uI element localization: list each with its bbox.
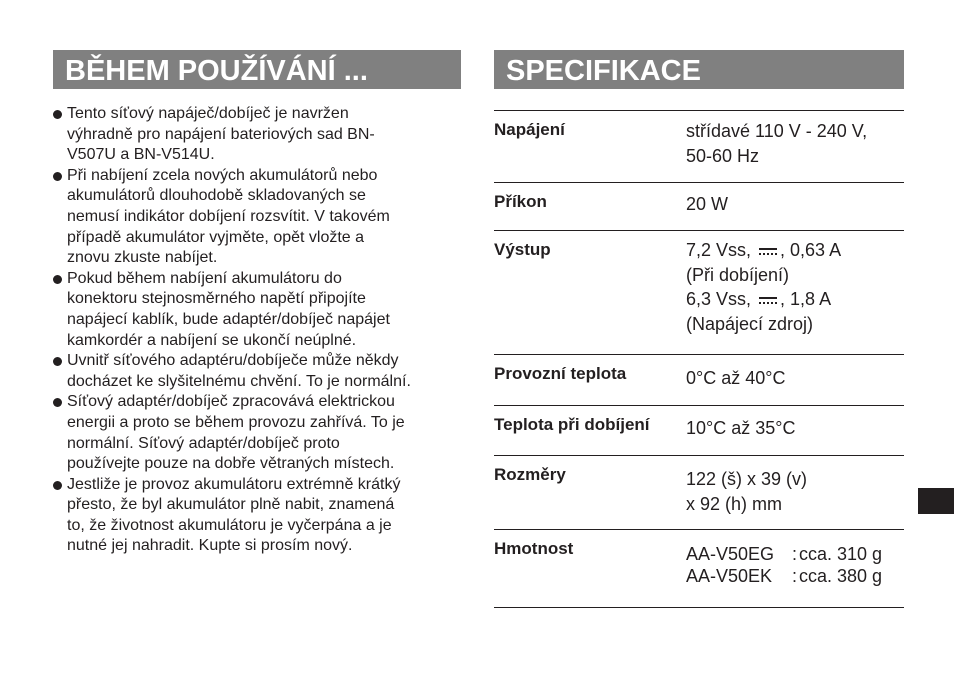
spec-value bbox=[686, 111, 904, 183]
spec-value-line: x 92 (h) mm bbox=[686, 493, 783, 514]
spec-value bbox=[686, 530, 904, 608]
separator: : bbox=[792, 544, 798, 564]
bullet-icon bbox=[53, 172, 62, 181]
usage-note-line: používejte pouze na dobře větraných místech. bbox=[67, 455, 395, 473]
spec-label: Hmotnost bbox=[494, 539, 574, 558]
usage-note-line: znovu zkuste nabíjet. bbox=[67, 249, 218, 267]
spec-label: Napájení bbox=[494, 120, 565, 139]
spec-value-line bbox=[686, 238, 904, 263]
model-name: AA-V50EK bbox=[686, 566, 773, 586]
usage-note-line: akumulátorů dlouhodobě skladovaných se bbox=[67, 187, 366, 205]
spec-value-line: střídavé 110 V - 240 V, bbox=[686, 121, 868, 141]
usage-note-line: energii a proto se během provozu zahřívá. To je bbox=[67, 413, 405, 431]
bullet-icon bbox=[53, 398, 62, 407]
bullet-icon bbox=[53, 110, 62, 119]
weight-line bbox=[686, 565, 904, 587]
value-text: 6,3 Vss, bbox=[686, 289, 757, 309]
spec-row-operating-temperature bbox=[494, 355, 904, 406]
usage-note-line: Při nabíjení zcela nových akumulátorů nebo bbox=[67, 166, 378, 184]
usage-note-item bbox=[53, 269, 465, 351]
value-text: , 1,8 A bbox=[780, 289, 832, 309]
usage-note-line: výhradně pro napájení bateriových sad BN- bbox=[67, 125, 375, 143]
spec-label: Rozměry bbox=[494, 465, 566, 484]
usage-note-line: Tento síťový napáječ/dobíječ je navržen bbox=[67, 105, 349, 122]
usage-note-line: Uvnitř síťového adaptéru/dobíječe může někdy bbox=[67, 352, 399, 370]
usage-note-line: přesto, že byl akumulátor plně nabit, znamená bbox=[67, 496, 395, 514]
spec-value: 10°C až 35°C bbox=[686, 418, 796, 438]
usage-note-line: normální. Síťový adaptér/dobíječ proto bbox=[67, 434, 340, 452]
usage-note-line: kamkordér a nabíjení se ukončí neúplné. bbox=[67, 331, 357, 349]
bullet-icon bbox=[53, 357, 62, 366]
spec-row-power bbox=[494, 111, 904, 183]
usage-note-line: to, že životnost akumulátoru je vyčerpána a je bbox=[67, 516, 392, 534]
spec-value-line: 50-60 Hz bbox=[686, 145, 760, 166]
page-edge-tab bbox=[918, 488, 954, 514]
spec-row-dimensions bbox=[494, 456, 904, 530]
spec-label: Výstup bbox=[494, 240, 551, 259]
weight-line bbox=[686, 543, 904, 565]
usage-note-line: Jestliže je provoz akumulátoru extrémně krátký bbox=[67, 475, 401, 493]
usage-note-line: konektoru stejnosměrného napětí připojíte bbox=[67, 290, 366, 308]
weight-value: cca. 310 g bbox=[799, 544, 883, 564]
usage-note-item bbox=[53, 392, 465, 474]
spec-value-line: 122 (š) x 39 (v) bbox=[686, 469, 808, 489]
bullet-icon bbox=[53, 481, 62, 490]
usage-note-item bbox=[53, 351, 465, 392]
value-text: , 0,63 A bbox=[780, 240, 842, 260]
usage-note-line: Pokud během nabíjení akumulátoru do bbox=[67, 269, 342, 287]
usage-note-item bbox=[53, 475, 465, 557]
spec-value: 0°C až 40°C bbox=[686, 368, 786, 388]
spec-value-line: (Napájecí zdroj) bbox=[686, 313, 814, 334]
usage-note-line: napájecí kablík, bude adaptér/dobíječ napájet bbox=[67, 310, 390, 328]
spec-row-charging-temperature bbox=[494, 406, 904, 456]
usage-notes-list bbox=[53, 104, 465, 557]
usage-note-item bbox=[53, 104, 465, 166]
spec-row-output bbox=[494, 231, 904, 355]
value-text: 7,2 Vss, bbox=[686, 240, 757, 260]
spec-value: 20 W bbox=[686, 194, 729, 214]
dc-current-icon bbox=[757, 295, 779, 306]
weight-value: cca. 380 g bbox=[799, 566, 883, 586]
usage-note-line: nutné jej nahradit. Kupte si prosím nový. bbox=[67, 537, 353, 555]
spec-label: Příkon bbox=[494, 192, 547, 211]
section-heading-usage: BĚHEM POUŽÍVÁNÍ ... bbox=[53, 50, 461, 89]
usage-note-line: docházet ke slyšitelnému chvění. To je normální. bbox=[67, 372, 411, 390]
spec-label: Teplota při dobíjení bbox=[494, 415, 650, 434]
section-heading-specs: SPECIFIKACE bbox=[494, 50, 904, 89]
spec-value-line bbox=[686, 287, 904, 312]
spec-label: Provozní teplota bbox=[494, 364, 627, 383]
usage-note-item bbox=[53, 166, 465, 269]
specifications-table bbox=[494, 110, 904, 608]
spec-value bbox=[686, 456, 904, 530]
usage-note-line: případě akumulátor vyjměte, opět vložte a bbox=[67, 228, 365, 246]
spec-value bbox=[686, 231, 904, 355]
spec-row-weight bbox=[494, 530, 904, 608]
usage-note-line: V507U a BN-V514U. bbox=[67, 146, 215, 164]
model-name: AA-V50EG bbox=[686, 544, 775, 564]
bullet-icon bbox=[53, 275, 62, 284]
usage-note-line: Síťový adaptér/dobíječ zpracovává elektrickou bbox=[67, 393, 395, 411]
dc-current-icon bbox=[757, 246, 779, 257]
spec-value-line: (Při dobíjení) bbox=[686, 264, 790, 285]
separator: : bbox=[792, 566, 798, 586]
spec-row-input bbox=[494, 183, 904, 231]
usage-note-line: nemusí indikátor dobíjení rozsvítit. V takovém bbox=[67, 207, 390, 225]
